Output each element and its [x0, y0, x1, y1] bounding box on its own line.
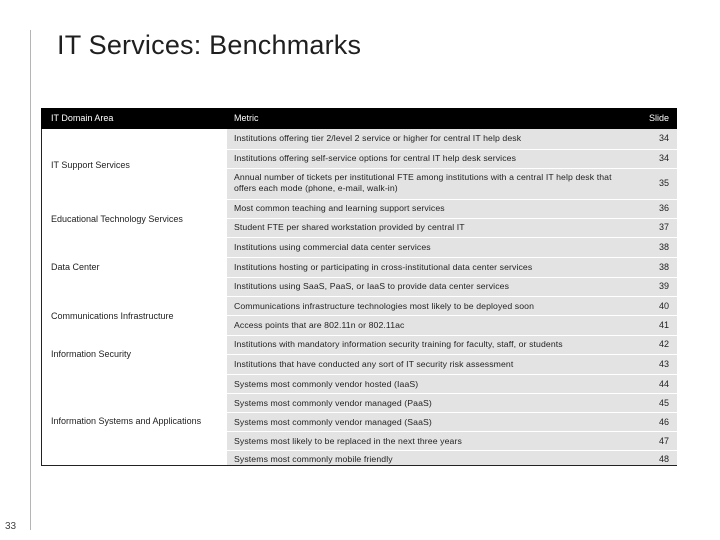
domain-label: Educational Technology Services: [51, 214, 183, 224]
slide-number: 34: [658, 133, 669, 143]
slide-number: 35: [658, 178, 669, 188]
table-row: [227, 237, 677, 257]
left-margin-rule: [30, 30, 31, 530]
metric-text: Systems most commonly mobile friendly: [234, 454, 393, 464]
table-row: [227, 257, 677, 277]
metric-text: Institutions hosting or participating in cross-institutional data center services: [234, 262, 533, 272]
page-number: 33: [5, 521, 17, 532]
slide-number: 40: [658, 301, 669, 311]
table-row: [227, 450, 677, 466]
metric-text: Institutions with mandatory information security training for faculty, staff, or students: [234, 339, 563, 349]
metric-text: Institutions offering tier 2/level 2 service or higher for central IT help desk: [234, 133, 522, 143]
table-row: [227, 149, 677, 168]
metric-text: Institutions using SaaS, PaaS, or IaaS to provide data center services: [234, 281, 510, 291]
metric-text: Systems most likely to be replaced in the next three years: [234, 436, 462, 446]
slide-number: 45: [658, 398, 669, 408]
metric-text: Systems most commonly vendor managed (SaaS): [234, 417, 432, 427]
header-metric: Metric: [234, 113, 259, 123]
table-row: [227, 335, 677, 354]
domain-label: Information Systems and Applications: [51, 416, 202, 426]
domain-label: Data Center: [51, 262, 100, 272]
table-row: [227, 354, 677, 374]
metric-text: Student FTE per shared workstation provided by central IT: [234, 222, 465, 232]
table-row: [227, 199, 677, 218]
domain-label: Communications Infrastructure: [51, 311, 174, 321]
domain-label: Information Security: [51, 349, 132, 359]
header-slide: Slide: [648, 113, 669, 123]
metric-text: Communications infrastructure technologies most likely to be deployed soon: [234, 301, 535, 311]
domain-column: [41, 129, 228, 466]
table-row: [227, 393, 677, 412]
slide-number: 43: [658, 359, 669, 369]
table-row: [227, 129, 677, 149]
slide-number: 38: [658, 242, 669, 252]
table-bottom-border: [41, 465, 677, 466]
table-header: [41, 108, 677, 129]
table-row: [227, 168, 677, 199]
table-row: [227, 412, 677, 431]
slide-number: 46: [658, 417, 669, 427]
slide-number: 47: [658, 436, 669, 446]
header-domain: IT Domain Area: [51, 113, 114, 123]
table-row: [227, 296, 677, 315]
table-row: [227, 277, 677, 296]
metric-text: Institutions using commercial data center services: [234, 242, 431, 252]
metric-text: Institutions that have conducted any sort of IT security risk assessment: [234, 359, 514, 369]
metric-text: Institutions offering self-service options for central IT help desk services: [234, 153, 517, 163]
slide-number: 48: [658, 454, 669, 464]
slide-number: 38: [658, 262, 669, 272]
slide-number: 41: [658, 320, 669, 330]
metric-text: Access points that are 802.11n or 802.11ac: [234, 320, 405, 330]
slide-number: 39: [658, 281, 669, 291]
metric-text: Systems most commonly vendor hosted (IaaS): [234, 379, 419, 389]
slide-number: 44: [658, 379, 669, 389]
benchmarks-table: [41, 108, 677, 466]
slide-number: 37: [658, 222, 669, 232]
metric-text: Most common teaching and learning support services: [234, 203, 445, 213]
table-row: [227, 315, 677, 335]
slide-number: 42: [658, 339, 669, 349]
metric-text: Annual number of tickets per institutional FTE among institutions with a central IT help desk that offers each mode (phone, e-mail, walk-in): [234, 172, 612, 193]
domain-label: IT Support Services: [51, 160, 130, 170]
slide-number: 34: [658, 153, 669, 163]
slide-number: 36: [658, 203, 669, 213]
metrics-column: [227, 129, 677, 466]
table-row: [227, 374, 677, 393]
metric-text: Systems most commonly vendor managed (PaaS): [234, 398, 432, 408]
table-row: [227, 218, 677, 237]
table-row: [227, 431, 677, 450]
page-title: IT Services: Benchmarks: [57, 30, 362, 60]
